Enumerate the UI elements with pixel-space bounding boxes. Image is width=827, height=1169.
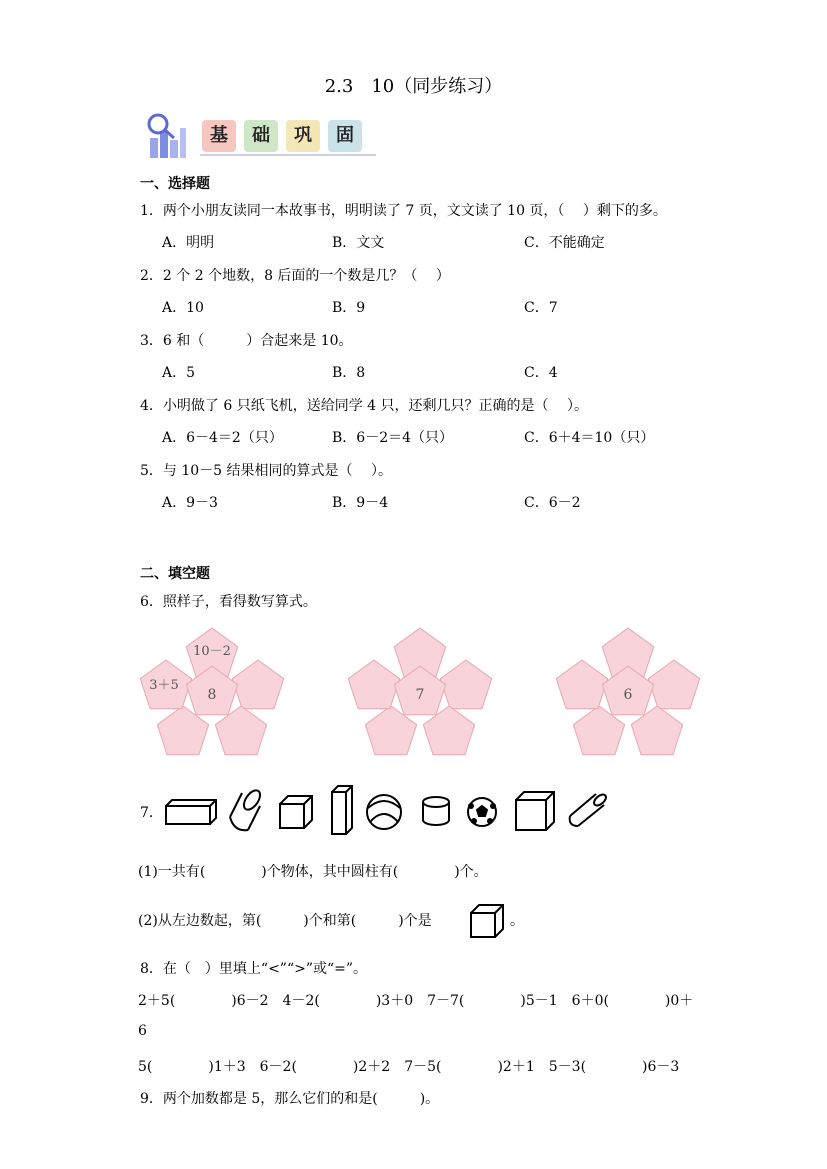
q8-line-3: 5( )1＋3 6－2( )2＋2 7－5( )2＋1 5－3( )6－3 xyxy=(138,1059,680,1075)
flower-diagram xyxy=(130,615,720,765)
q1-option-a: A．明明 xyxy=(162,235,215,251)
flower-3-center: 6 xyxy=(623,687,633,703)
q5-option-c: C．6－2 xyxy=(524,495,581,511)
soccer-ball-icon xyxy=(468,798,496,826)
magnifier-icon xyxy=(140,110,196,162)
flower-1 xyxy=(140,628,283,755)
flower-1-left-label: 3＋5 xyxy=(149,678,179,693)
q5-option-a: A．9－3 xyxy=(162,495,218,511)
question-3: 3．6 和（ ）合起来是 10。 xyxy=(140,333,353,349)
q1-option-c: C．不能确定 xyxy=(524,235,605,251)
flower-1-center: 8 xyxy=(207,687,217,703)
flower-2-center: 7 xyxy=(415,687,425,703)
question-7-part-2: (2)从左边数起，第( )个和第( )个是 xyxy=(138,913,432,929)
page-title: 2.3 10（同步练习） xyxy=(324,76,503,97)
cube-large-icon xyxy=(516,792,554,830)
q2-option-c: C．7 xyxy=(524,300,558,316)
question-7-part-2-end: 。 xyxy=(510,913,524,929)
q4-option-a: A．6－4＝2（只） xyxy=(162,430,283,446)
q1-option-b: B．文文 xyxy=(332,235,385,251)
q8-line-1: 2＋5( )6－2 4－2( )3＋0 7－7( )5－1 6＋0( )0＋ xyxy=(138,993,694,1009)
q4-option-b: B．6－2＝4（只） xyxy=(332,430,454,446)
section-heading-choice: 一、选择题 xyxy=(140,176,210,192)
q2-option-a: A．10 xyxy=(162,300,204,316)
question-2: 2．2 个 2 个地数，8 后面的一个数是几？（ ） xyxy=(140,268,450,284)
q2-option-b: B．9 xyxy=(332,300,366,316)
q3-option-c: C．4 xyxy=(524,365,558,381)
section-heading-fill: 二、填空题 xyxy=(140,566,210,582)
q4-option-c: C．6＋4＝10（只） xyxy=(524,430,655,446)
cylinder-short-icon xyxy=(423,797,449,825)
flower-3 xyxy=(556,628,699,755)
banner-tile-3: 巩 xyxy=(286,120,320,152)
ball-lined-icon xyxy=(367,795,401,829)
flower-1-top-label: 10－2 xyxy=(193,644,231,659)
question-7-number: 7． xyxy=(140,805,163,821)
cube-small-icon xyxy=(280,796,312,828)
cylinder-tilted-icon xyxy=(230,788,263,831)
question-9: 9．两个加数都是 5，那么它们的和是( )。 xyxy=(140,1091,440,1107)
flower-2 xyxy=(348,628,491,755)
question-1: 1．两个小朋友读同一本故事书，明明读了 7 页，文文读了 10 页，（ ）剩下的多。 xyxy=(140,203,667,219)
section-banner xyxy=(140,110,400,162)
q3-option-a: A．5 xyxy=(162,365,196,381)
cylinder-thin-icon xyxy=(570,792,608,826)
banner-tile-1: 基 xyxy=(202,120,236,152)
question-4: 4．小明做了 6 只纸飞机，送给同学 4 只，还剩几只？正确的是（ ）。 xyxy=(140,398,588,414)
banner-tile-4: 固 xyxy=(328,120,362,152)
cuboid-tall-icon xyxy=(332,786,352,834)
question-7-part-1: (1)一共有( )个物体，其中圆柱有( )个。 xyxy=(138,864,488,880)
q5-option-b: B．9－4 xyxy=(332,495,389,511)
q3-option-b: B．8 xyxy=(332,365,366,381)
cube-icon xyxy=(468,902,506,940)
question-6: 6．照样子，看得数写算式。 xyxy=(140,594,317,610)
question-8: 8．在（ ）里填上“<”“>”或“=”。 xyxy=(140,961,368,977)
objects-row xyxy=(160,780,620,840)
banner-tile-2: 础 xyxy=(244,120,278,152)
q8-line-2: 6 xyxy=(138,1023,147,1039)
cuboid-long-icon xyxy=(166,800,216,824)
question-5: 5．与 10－5 结果相同的算式是（ ）。 xyxy=(140,463,392,479)
